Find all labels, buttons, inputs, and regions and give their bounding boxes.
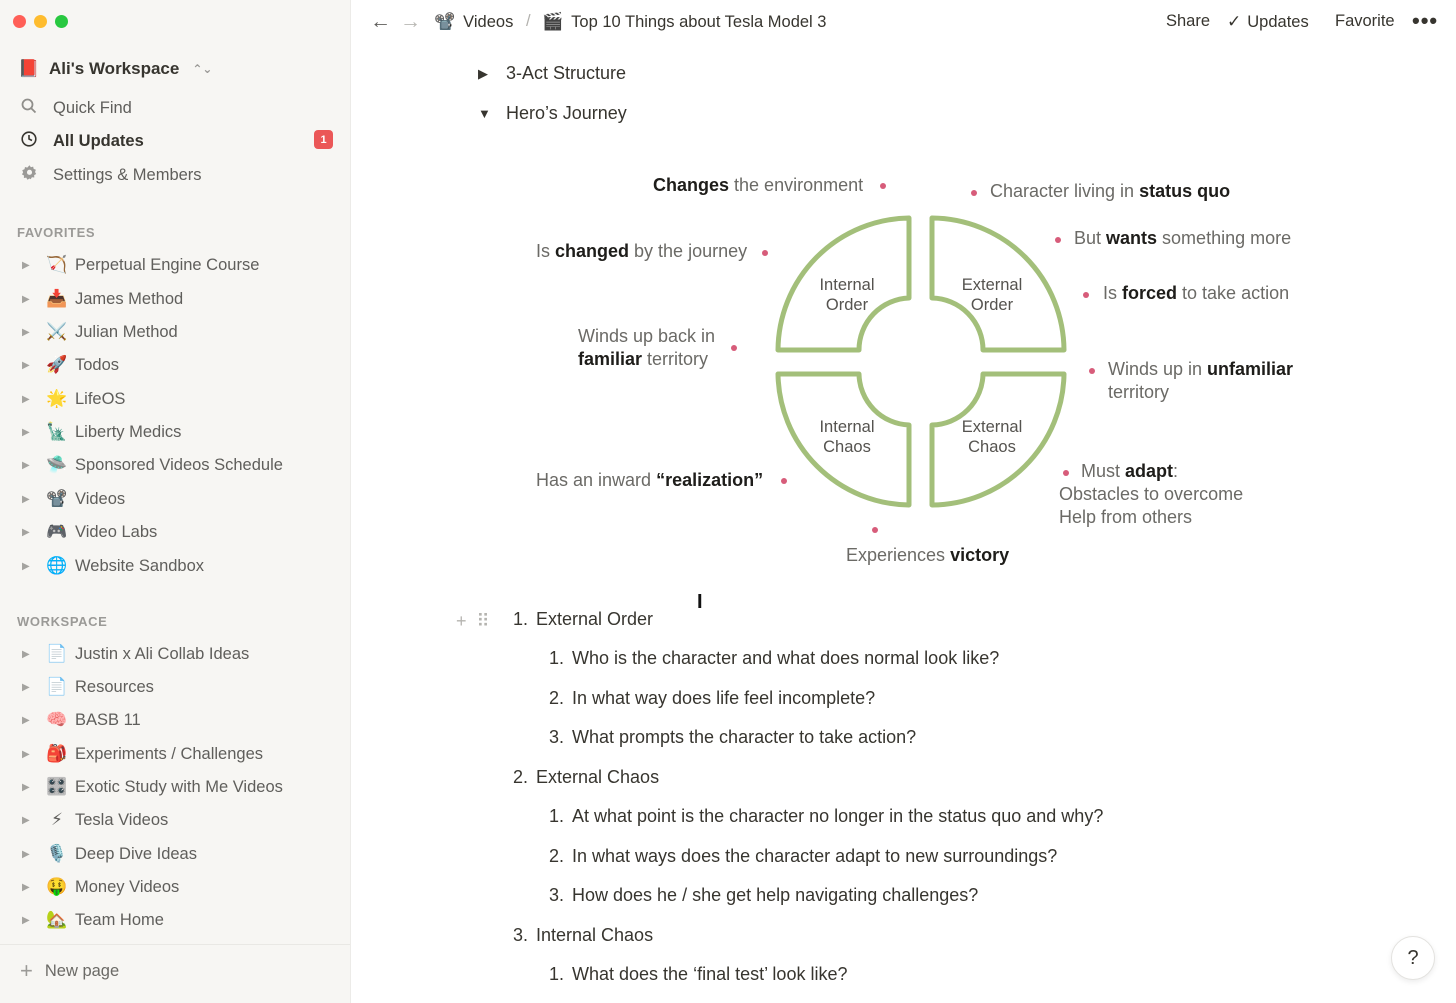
sidebar-item-perpetual-engine-course[interactable]	[22, 251, 342, 279]
expand-triangle-icon[interactable]: ▶	[22, 259, 30, 271]
expand-triangle-icon[interactable]: ▶	[22, 714, 30, 726]
sidebar-item-lifeos[interactable]	[22, 385, 342, 413]
window-controls	[13, 15, 68, 28]
lightning-icon: ⚡	[51, 810, 63, 829]
quadrant-external-chaos: External Chaos	[961, 418, 1023, 456]
checkmark-icon: ✓	[1227, 12, 1242, 31]
money-face-icon: 🤑	[46, 877, 68, 896]
list-item: 1. What does the ‘final test’ look like?	[548, 964, 848, 984]
expand-triangle-icon[interactable]: ▶	[22, 848, 30, 860]
favorite-button[interactable]: Favorite	[1335, 12, 1395, 30]
expand-triangle-icon[interactable]: ▶	[22, 293, 30, 305]
sidebar-item-tesla-videos[interactable]	[22, 806, 342, 834]
statue-of-liberty-icon: 🗽	[46, 422, 68, 441]
inbox-tray-icon: 📥	[46, 289, 68, 308]
control-knobs-icon: 🎛️	[46, 777, 68, 796]
annotation-victory: Experiences victory	[846, 545, 1010, 565]
annotation-dot	[1083, 292, 1089, 298]
sidebar-item-team-home[interactable]	[22, 906, 342, 934]
clock-icon	[18, 131, 40, 152]
sidebar-item-label: Video Labs	[75, 522, 158, 541]
sidebar-item-label: Experiments / Challenges	[75, 744, 264, 763]
annotation-dot	[872, 527, 878, 533]
more-options-icon[interactable]: •••	[1412, 8, 1439, 33]
settings-members-label: Settings & Members	[53, 165, 202, 184]
expand-triangle-icon[interactable]: ▶	[22, 493, 30, 505]
minimize-window-button[interactable]	[34, 15, 47, 28]
list-item: 3. Internal Chaos	[512, 925, 654, 945]
list-item: 2. External Chaos	[512, 767, 660, 787]
sidebar-item-deep-dive-ideas[interactable]	[22, 840, 342, 868]
settings-members-button[interactable]	[18, 161, 202, 189]
film-projector-icon: 📽️	[434, 12, 456, 31]
list-item: 3. What prompts the character to take action?	[548, 727, 917, 747]
film-projector-icon: 📽️	[46, 489, 68, 508]
add-block-icon[interactable]: +	[456, 611, 467, 631]
updates-button[interactable]	[1227, 12, 1309, 32]
triangle-right-icon[interactable]: ▶	[478, 65, 488, 81]
expand-triangle-icon[interactable]: ▶	[22, 814, 30, 826]
sidebar-item-label: BASB 11	[75, 710, 141, 729]
annotation-unfamiliar-territory: Winds up in unfamiliar territory	[1108, 359, 1294, 402]
sidebar-item-label: Exotic Study with Me Videos	[75, 777, 283, 796]
back-arrow-icon[interactable]: ←	[370, 10, 391, 33]
expand-triangle-icon[interactable]: ▶	[22, 326, 30, 338]
list-item: 1. External Order	[512, 609, 654, 629]
sidebar-item-julian-method[interactable]	[22, 318, 342, 346]
document-icon: 📄	[46, 644, 68, 663]
forward-arrow-icon[interactable]: →	[400, 10, 421, 33]
sidebar-item-videos[interactable]	[22, 485, 342, 513]
bow-arrow-icon: 🏹	[46, 255, 68, 274]
help-button[interactable]: ?	[1391, 936, 1435, 980]
sidebar-item-money-videos[interactable]	[22, 873, 342, 901]
sidebar-item-video-labs[interactable]	[22, 518, 342, 546]
top-bar	[352, 0, 1456, 46]
ufo-icon: 🛸	[46, 455, 68, 474]
breadcrumb-label: Top 10 Things about Tesla Model 3	[571, 12, 827, 31]
expand-triangle-icon[interactable]: ▶	[22, 560, 30, 572]
sidebar-item-todos[interactable]	[22, 351, 342, 379]
sidebar-item-exotic-study[interactable]	[22, 773, 342, 801]
all-updates-button[interactable]	[18, 127, 144, 155]
sidebar-item-basb-11[interactable]	[22, 706, 342, 734]
sidebar-item-james-method[interactable]	[22, 285, 342, 313]
sidebar-item-label: Perpetual Engine Course	[75, 255, 260, 274]
backpack-icon: 🎒	[46, 744, 68, 763]
workspace-book-icon: 📕	[18, 59, 40, 78]
annotation-dot	[781, 478, 787, 484]
workspace-switcher[interactable]	[18, 56, 212, 82]
document-icon: 📄	[46, 677, 68, 696]
toggle-label: Hero’s Journey	[506, 103, 627, 123]
expand-triangle-icon[interactable]: ▶	[22, 881, 30, 893]
sidebar-item-label: Team Home	[75, 910, 164, 929]
annotation-must-adapt: Must adapt: Obstacles to overcome Help from others	[1059, 461, 1244, 527]
toggle-heros-journey[interactable]	[478, 103, 627, 124]
game-controller-icon: 🎮	[46, 522, 68, 541]
microphone-icon: 🎙️	[46, 844, 68, 863]
quick-find-button[interactable]	[18, 94, 132, 122]
all-updates-label: All Updates	[53, 131, 144, 150]
quick-find-label: Quick Find	[53, 98, 132, 117]
sidebar-item-label: Julian Method	[75, 322, 178, 341]
zoom-window-button[interactable]	[55, 15, 68, 28]
expand-triangle-icon[interactable]: ▶	[22, 681, 30, 693]
expand-triangle-icon[interactable]: ▶	[22, 393, 30, 405]
breadcrumb-current-page[interactable]	[542, 12, 827, 32]
list-item: 1. At what point is the character no longer in the status quo and why?	[548, 806, 1104, 826]
annotation-dot	[880, 183, 886, 189]
sidebar-item-resources[interactable]	[22, 673, 342, 701]
sidebar-item-label: Deep Dive Ideas	[75, 844, 197, 863]
favorites-heading: FAVORITES	[17, 225, 96, 240]
annotation-status-quo: Character living in status quo	[990, 181, 1231, 201]
search-icon	[18, 98, 40, 119]
brain-icon: 🧠	[46, 710, 68, 729]
breadcrumb-label: Videos	[463, 12, 514, 31]
close-window-button[interactable]	[13, 15, 26, 28]
expand-triangle-icon[interactable]: ▶	[22, 781, 30, 793]
triangle-down-icon[interactable]: ▼	[478, 106, 491, 121]
sidebar-item-label: Videos	[75, 489, 126, 508]
quadrant-internal-chaos: Internal Chaos	[819, 418, 875, 456]
sidebar-item-experiments-challenges[interactable]	[22, 740, 342, 768]
list-item: 1. Who is the character and what does normal look like?	[548, 648, 1000, 668]
expand-triangle-icon[interactable]: ▶	[22, 359, 30, 371]
annotation-dot	[731, 345, 737, 351]
breadcrumb-separator: /	[526, 12, 531, 30]
rocket-icon: 🚀	[46, 355, 68, 374]
plus-icon: +	[20, 958, 33, 983]
sidebar-item-justin-ali-collab[interactable]	[22, 640, 342, 668]
list-item: 2. In what way does life feel incomplete?	[548, 688, 876, 708]
new-page-button[interactable]	[20, 960, 119, 982]
clapper-board-icon: 🎬	[542, 12, 564, 31]
sidebar	[0, 0, 351, 1003]
annotation-dot	[1089, 368, 1095, 374]
sidebar-item-label: James Method	[75, 289, 184, 308]
star-icon: 🌟	[46, 389, 68, 408]
sidebar-item-label: LifeOS	[75, 389, 126, 408]
sidebar-item-sponsored-videos-schedule[interactable]	[22, 451, 342, 479]
annotation-dot	[971, 190, 977, 196]
updates-count-badge: 1	[314, 130, 333, 149]
list-item: 3. How does he / she get help navigating challenges?	[548, 885, 979, 905]
sidebar-item-label: Todos	[75, 355, 120, 374]
workspace-name: Ali's Workspace	[49, 59, 180, 78]
sidebar-item-label: Sponsored Videos Schedule	[75, 455, 283, 474]
annotation-forced-action: Is forced to take action	[1103, 283, 1290, 303]
sidebar-item-website-sandbox[interactable]	[22, 552, 342, 580]
workspace-heading: WORKSPACE	[17, 614, 108, 629]
new-page-label: New page	[44, 961, 120, 980]
sidebar-item-liberty-medics[interactable]	[22, 418, 342, 446]
expand-triangle-icon[interactable]: ▶	[22, 748, 30, 760]
annotation-dot	[1055, 237, 1061, 243]
crossed-swords-icon: ⚔️	[46, 322, 68, 341]
toggle-label: 3-Act Structure	[506, 63, 627, 83]
sidebar-item-label: Liberty Medics	[75, 422, 182, 441]
annotation-dot	[762, 250, 768, 256]
updates-label: Updates	[1247, 12, 1309, 31]
quadrant-internal-order: Internal Order	[819, 276, 875, 314]
sidebar-item-label: Tesla Videos	[75, 810, 169, 829]
toggle-3-act-structure[interactable]	[478, 63, 626, 84]
expand-triangle-icon[interactable]: ▶	[22, 526, 30, 538]
sidebar-item-label: Money Videos	[75, 877, 180, 896]
expand-triangle-icon[interactable]: ▶	[22, 459, 30, 471]
annotation-inward-realization: Has an inward “realization”	[536, 470, 764, 490]
expand-triangle-icon[interactable]: ▶	[22, 648, 30, 660]
globe-icon: 🌐	[46, 556, 68, 575]
chevron-up-down-icon: ⌃⌄	[192, 62, 213, 76]
breadcrumb-videos[interactable]	[434, 12, 513, 32]
quadrant-external-order: External Order	[961, 276, 1023, 314]
expand-triangle-icon[interactable]: ▶	[22, 914, 30, 926]
list-item: 2. In what ways does the character adapt to new surroundings?	[548, 846, 1058, 866]
sidebar-divider	[0, 944, 351, 945]
gear-icon	[18, 164, 40, 186]
drag-handle-icon[interactable]: ⠿	[476, 611, 490, 631]
block-handle[interactable]	[456, 611, 490, 632]
share-button[interactable]: Share	[1166, 12, 1211, 30]
house-icon: 🏡	[46, 910, 68, 929]
sidebar-item-label: Website Sandbox	[75, 556, 205, 575]
annotation-back-familiar: Winds up back in familiar territory	[578, 326, 716, 369]
sidebar-item-label: Resources	[75, 677, 154, 696]
sidebar-item-label: Justin x Ali Collab Ideas	[75, 644, 250, 663]
annotation-wants-more: But wants something more	[1074, 228, 1292, 248]
heros-journey-diagram	[520, 160, 1320, 580]
annotation-changed-by-journey: Is changed by the journey	[536, 241, 748, 261]
annotation-changes-environment: Changes the environment	[653, 175, 864, 195]
expand-triangle-icon[interactable]: ▶	[22, 426, 30, 438]
text-cursor-icon: I	[697, 591, 703, 613]
